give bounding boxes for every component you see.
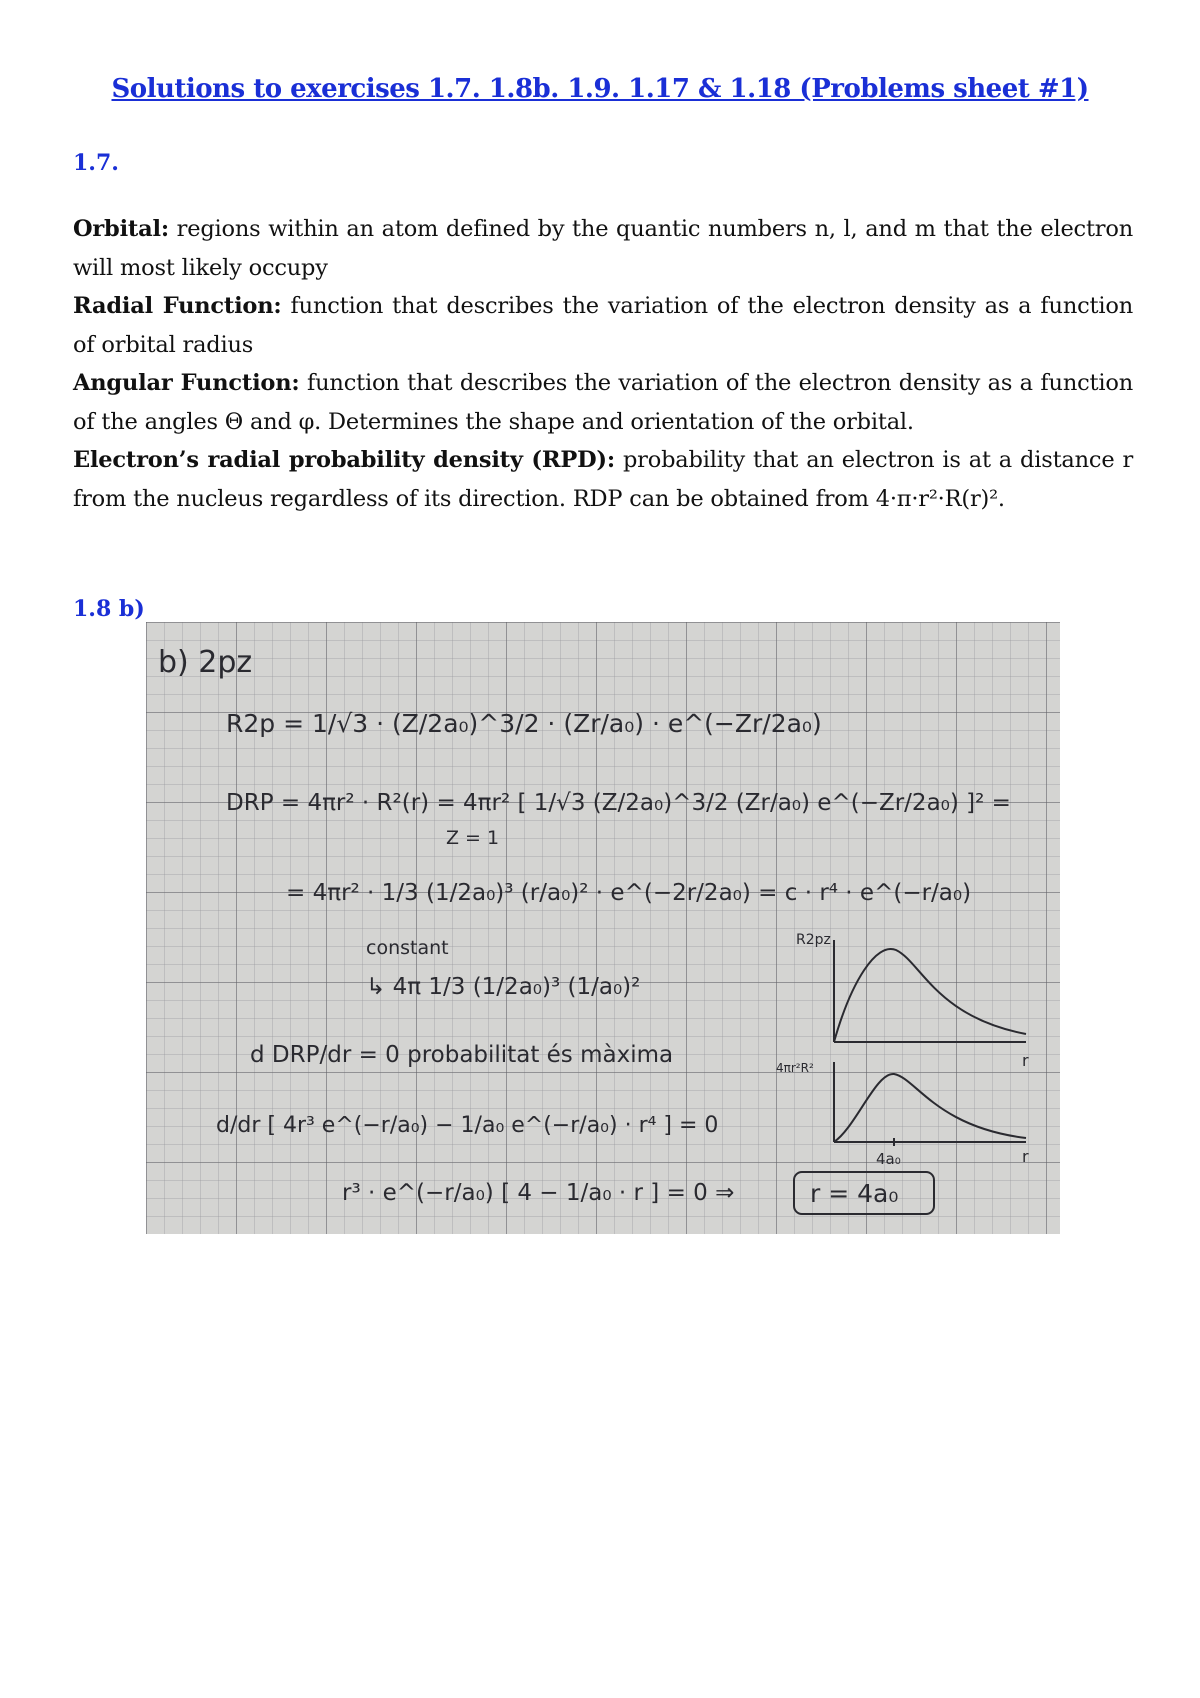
definition-rpd bbox=[73, 441, 1133, 518]
plot1-xlabel: r bbox=[1022, 1051, 1029, 1070]
hw-eq-radial: R2p = 1/√3 · (Z/2a₀)^3/2 · (Zr/a₀) · e^(−Zr/2a₀) bbox=[226, 709, 822, 738]
definition-term: Electron’s radial probability density (RPD): bbox=[73, 447, 615, 473]
page-title: Solutions to exercises 1.7. 1.8b. 1.9. 1.17 & 1.18 (Problems sheet #1) bbox=[111, 74, 1089, 104]
hw-header: b) 2pz bbox=[158, 645, 253, 680]
hw-eq-drp: DRP = 4πr² · R²(r) = 4πr² [ 1/√3 (Z/2a₀)^3/2 (Zr/a₀) e^(−Zr/2a₀) ]² = bbox=[226, 790, 1011, 816]
plot2-curve bbox=[834, 1074, 1026, 1142]
definition-term: Orbital: bbox=[73, 216, 169, 242]
plot1-ylabel: R2pz bbox=[796, 932, 831, 948]
hw-answer: r = 4a₀ bbox=[810, 1179, 899, 1208]
handwritten-solution-photo bbox=[146, 622, 1060, 1234]
hw-z-note: Z = 1 bbox=[446, 827, 500, 849]
plot1-curve bbox=[834, 949, 1026, 1042]
section-heading-1-8b: 1.8 b) bbox=[73, 596, 145, 622]
definition-text: function that describes the variation of the electron density as a function of the angles Θ and φ. Determines the shape and orientation of the orbital. bbox=[73, 370, 1133, 435]
hw-eq-factored: r³ · e^(−r/a₀) [ 4 − 1/a₀ · r ] = 0 ⇒ bbox=[342, 1180, 735, 1206]
hw-constant-label: constant bbox=[366, 937, 449, 959]
definition-text: regions within an atom defined by the quantic numbers n, l, and m that the electron will most likely occupy bbox=[73, 216, 1133, 281]
plot2-ylabel: 4πr²R² bbox=[776, 1061, 814, 1075]
section-heading-1-7: 1.7. bbox=[73, 150, 119, 176]
definition-text: probability that an electron is at a distance r from the nucleus regardless of its direction. RDP can be obtained from 4·π·r²·R(r)². bbox=[73, 447, 1133, 512]
hw-eq-derivative: d DRP/dr = 0 probabilitat és màxima bbox=[250, 1042, 674, 1068]
definition-angular-function bbox=[73, 364, 1133, 441]
hw-eq-expanded: = 4πr² · 1/3 (1/2a₀)³ (r/a₀)² · e^(−2r/2a₀) = c · r⁴ · e^(−r/a₀) bbox=[286, 880, 972, 906]
definition-term: Radial Function: bbox=[73, 293, 282, 319]
plot2-xlabel: r bbox=[1022, 1147, 1029, 1166]
hw-eq-derivative-expanded: d/dr [ 4r³ e^(−r/a₀) − 1/a₀ e^(−r/a₀) · r⁴ ] = 0 bbox=[216, 1113, 719, 1138]
definition-text: function that describes the variation of the electron density as a function of orbital radius bbox=[73, 293, 1133, 358]
definition-radial-function bbox=[73, 287, 1133, 364]
handwriting-svg bbox=[146, 622, 1060, 1234]
plot2-tick-label: 4a₀ bbox=[876, 1150, 901, 1168]
definitions-block bbox=[73, 210, 1133, 518]
definition-term: Angular Function: bbox=[73, 370, 300, 396]
definition-orbital bbox=[73, 210, 1133, 287]
hw-eq-constant: ↳ 4π 1/3 (1/2a₀)³ (1/a₀)² bbox=[366, 974, 641, 1000]
